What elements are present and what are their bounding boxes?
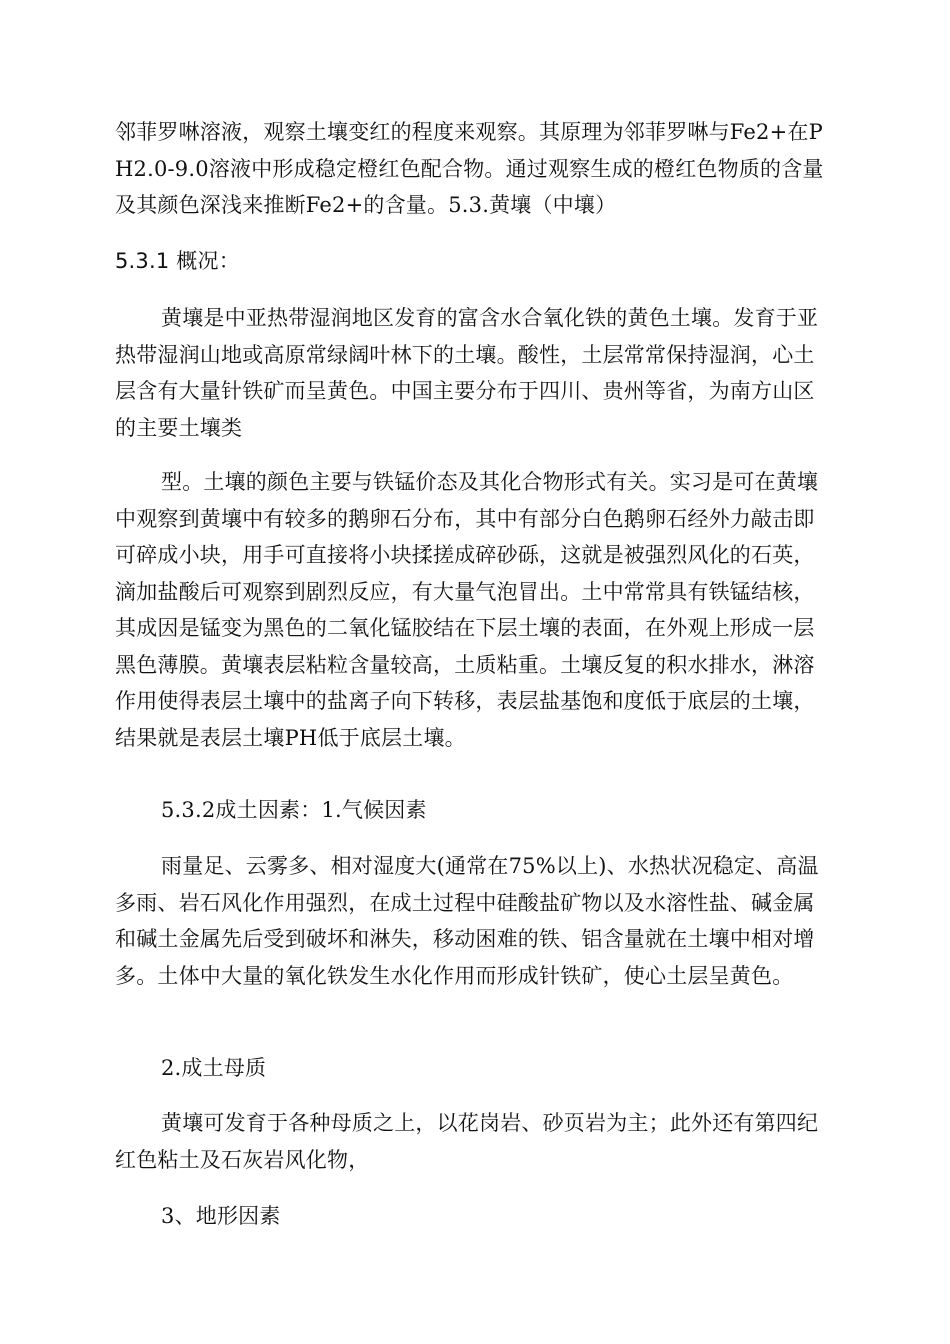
paragraph-parent-material: 黄壤可发育于各种母质之上，以花岗岩、砂页岩为主；此外还有第四纪红色粘土及石灰岩风化物， — [115, 1111, 819, 1172]
paragraph-climate-description: 雨量足、云雾多、相对湿度大(通常在75%以上)、水热状况稳定、高温多雨、岩石风化作用强烈，在成土过程中硅酸盐矿物以及水溶性盐、碱金属和碱土金属先后受到破坏和淋失，移动困难的铁、铝含量就在土壤中相对增多。土体中大量的氧化铁发生水化作用而形成针铁矿，使心土层呈黄色。 — [115, 854, 819, 988]
paragraph-phenanthroline-method: 邻菲罗啉溶液，观察土壤变红的程度来观察。其原理为邻菲罗啉与Fe2+在PH2.0-9.0溶液中形成稳定橙红色配合物。通过观察生成的橙红色物质的含量及其颜色深浅来推断Fe2+的含量。5.3.黄壤（中壤） — [115, 120, 824, 217]
paragraph-soil-color-observation: 型。土壤的颜色主要与铁锰价态及其化合物形式有关。实习是可在黄壤中观察到黄壤中有较多的鹅卵石分布，其中有部分白色鹅卵石经外力敲击即可碎成小块，用手可直接将小块揉搓成碎砂砾，这就是被强烈风化的石英，滴加盐酸后可观察到剧烈反应，有大量气泡冒出。土中常常具有铁锰结核，其成因是锰变为黑色的二氧化锰胶结在下层土壤的表面，在外观上形成一层黑色薄膜。黄壤表层粘粒含量较高，土质粘重。土壤反复的积水排水，淋溶作用使得表层土壤中的盐离子向下转移，表层盐基饱和度低于底层的土壤，结果就是表层土壤PH低于底层土壤。 — [115, 470, 819, 750]
heading-5-3-2-climate-factor: 5.3.2成土因素：1.气候因素 — [161, 798, 427, 822]
paragraph-yellow-soil-overview: 黄壤是中亚热带湿润地区发育的富含水合氧化铁的黄色土壤。发育于亚热带湿润山地或高原常绿阔叶林下的土壤。酸性，土层常常保持湿润，心土层含有大量针铁矿而呈黄色。中国主要分布于四川、贵州等省，为南方山区的主要土壤类 — [115, 306, 819, 440]
heading-5-3-1-overview: 5.3.1 概况： — [115, 249, 240, 273]
heading-topography-factor: 3、地形因素 — [161, 1204, 281, 1228]
heading-parent-material: 2.成土母质 — [161, 1056, 267, 1080]
